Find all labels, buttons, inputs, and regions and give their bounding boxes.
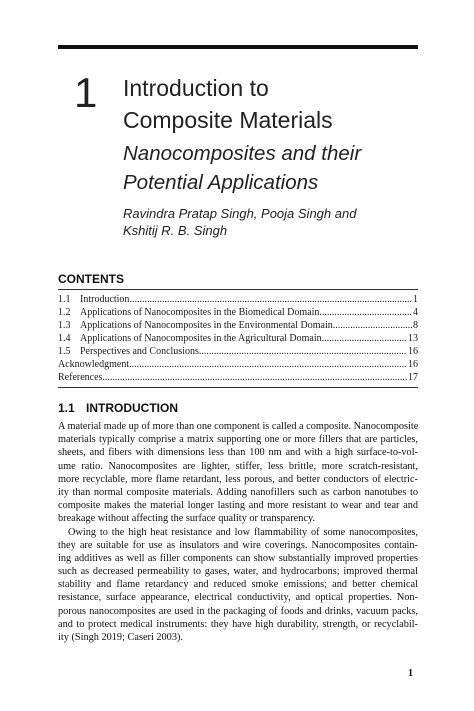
paragraph-line: more recyclable, more flame retardant, less porous, and better conductors of electric- — [58, 473, 418, 485]
toc-entry-page: 8 — [413, 320, 418, 331]
contents-top-rule — [58, 289, 418, 290]
toc-dot-leader — [319, 306, 412, 319]
toc-entry-label: Applications of Nanocomposites in the Environmental Domain — [80, 320, 333, 331]
chapter-title-line: Composite Materials — [123, 107, 333, 133]
chapter-title-line: Introduction to — [123, 75, 269, 101]
paragraph-line: such as decreased permeability to gases, water, and hydrocarbons; improved thermal — [58, 566, 418, 578]
paragraph-line: and to protect medical instruments: they have high durability, strength, or recyclabil- — [58, 618, 418, 630]
paragraph-line: ity (Singh 2019; Caseri 2003). — [58, 632, 183, 643]
toc-entry-page: 13 — [408, 333, 418, 344]
toc-entry-page: 16 — [408, 359, 418, 370]
chapter-subtitle — [123, 139, 361, 197]
chapter-subtitle-line: Nanocomposites and their — [123, 142, 362, 165]
toc-entry[interactable] — [58, 332, 418, 345]
toc-dot-leader — [102, 371, 407, 384]
section-body — [58, 420, 418, 644]
toc-entry[interactable] — [58, 306, 418, 319]
chapter-top-rule — [58, 45, 418, 49]
toc-dot-leader — [333, 319, 412, 332]
toc-entry-page: 17 — [408, 372, 418, 383]
paragraph-line: stability and flame retardancy and reduced smoke emissions; and better chemical — [58, 579, 418, 591]
toc-entry-number: 1.2 — [58, 307, 71, 318]
toc-entry-page: 1 — [413, 294, 418, 305]
paragraph-line: composite makes the material longer lasting and more resistant to wear and tear and — [58, 500, 418, 512]
toc-entry-number: 1.1 — [58, 294, 71, 305]
paragraph-line: resistance, surface appearance, electrical conductivity, and optical properties. Non- — [58, 592, 418, 604]
toc-entry[interactable] — [58, 371, 418, 384]
toc-entry[interactable] — [58, 319, 418, 332]
section-heading — [58, 401, 178, 415]
chapter-number: 1 — [74, 69, 98, 116]
toc-entry-label: Introduction — [80, 294, 130, 305]
toc-entry-label: Perspectives and Conclusions — [80, 346, 199, 357]
paragraph-line: ume ratio. Nanocomposites are lighter, stiffer, less brittle, more scratch-resistant, — [58, 460, 418, 472]
toc-entry-label: Applications of Nanocomposites in the Biomedical Domain — [80, 307, 320, 318]
toc-entry[interactable] — [58, 358, 418, 371]
paragraph-line: they are suitable for use as insulators and wire coverings. Nanocomposites contain- — [58, 539, 418, 551]
toc-entry[interactable] — [58, 293, 418, 306]
contents-bottom-rule — [58, 387, 418, 388]
toc-dot-leader — [129, 358, 407, 371]
toc-entry-number: 1.3 — [58, 320, 71, 331]
paragraph-line: breakage without affecting the surface quality or transparency. — [58, 513, 316, 525]
paragraph-line: sheets, and fibers with dimensions less than 100 nm and with a high surface-to-vol- — [58, 447, 418, 459]
paragraph-line: porous nanocomposites are used in the packaging of foods and drinks, vacuum packs, — [58, 605, 418, 617]
author-line: Kshitij R. B. Singh — [123, 223, 228, 238]
section-number: 1.1 — [58, 401, 75, 415]
toc-dot-leader — [322, 332, 407, 345]
toc-dot-leader — [129, 293, 412, 306]
toc-entry[interactable] — [58, 345, 418, 358]
paragraph-line: ity than normal composite materials. Adding nanofillers such as carbon nanotubes to — [58, 486, 418, 498]
chapter-authors — [123, 205, 356, 239]
paragraph-line: materials typically comprise a matrix supporting one or more fillers that are particles, — [58, 434, 418, 446]
toc-entry-number: 1.5 — [58, 346, 71, 357]
toc-entry-number: 1.4 — [58, 333, 71, 344]
chapter-subtitle-line: Potential Applications — [123, 171, 319, 194]
toc-entry-label: Applications of Nanocomposites in the Agricultural Domain — [80, 333, 322, 344]
paragraph-line: A material made up of more than one component is called a composite. Nanocomposite — [58, 421, 419, 432]
table-of-contents — [58, 293, 418, 384]
contents-heading: CONTENTS — [58, 272, 124, 286]
toc-entry-page: 4 — [413, 307, 418, 318]
toc-entry-label: Acknowledgment — [58, 359, 130, 370]
paragraph-line: Owing to the high heat resistance and low flammability of some nanocomposites, — [68, 526, 418, 538]
toc-entry-label: References — [58, 372, 103, 383]
author-line: Ravindra Pratap Singh, Pooja Singh and — [123, 206, 357, 221]
section-title: INTRODUCTION — [86, 401, 178, 415]
toc-dot-leader — [199, 345, 407, 358]
page-number: 1 — [408, 668, 413, 679]
paragraph-line: ing additives as well as filler components can show substantially improved properties — [58, 552, 418, 564]
toc-entry-page: 16 — [408, 346, 418, 357]
chapter-title — [123, 72, 333, 136]
